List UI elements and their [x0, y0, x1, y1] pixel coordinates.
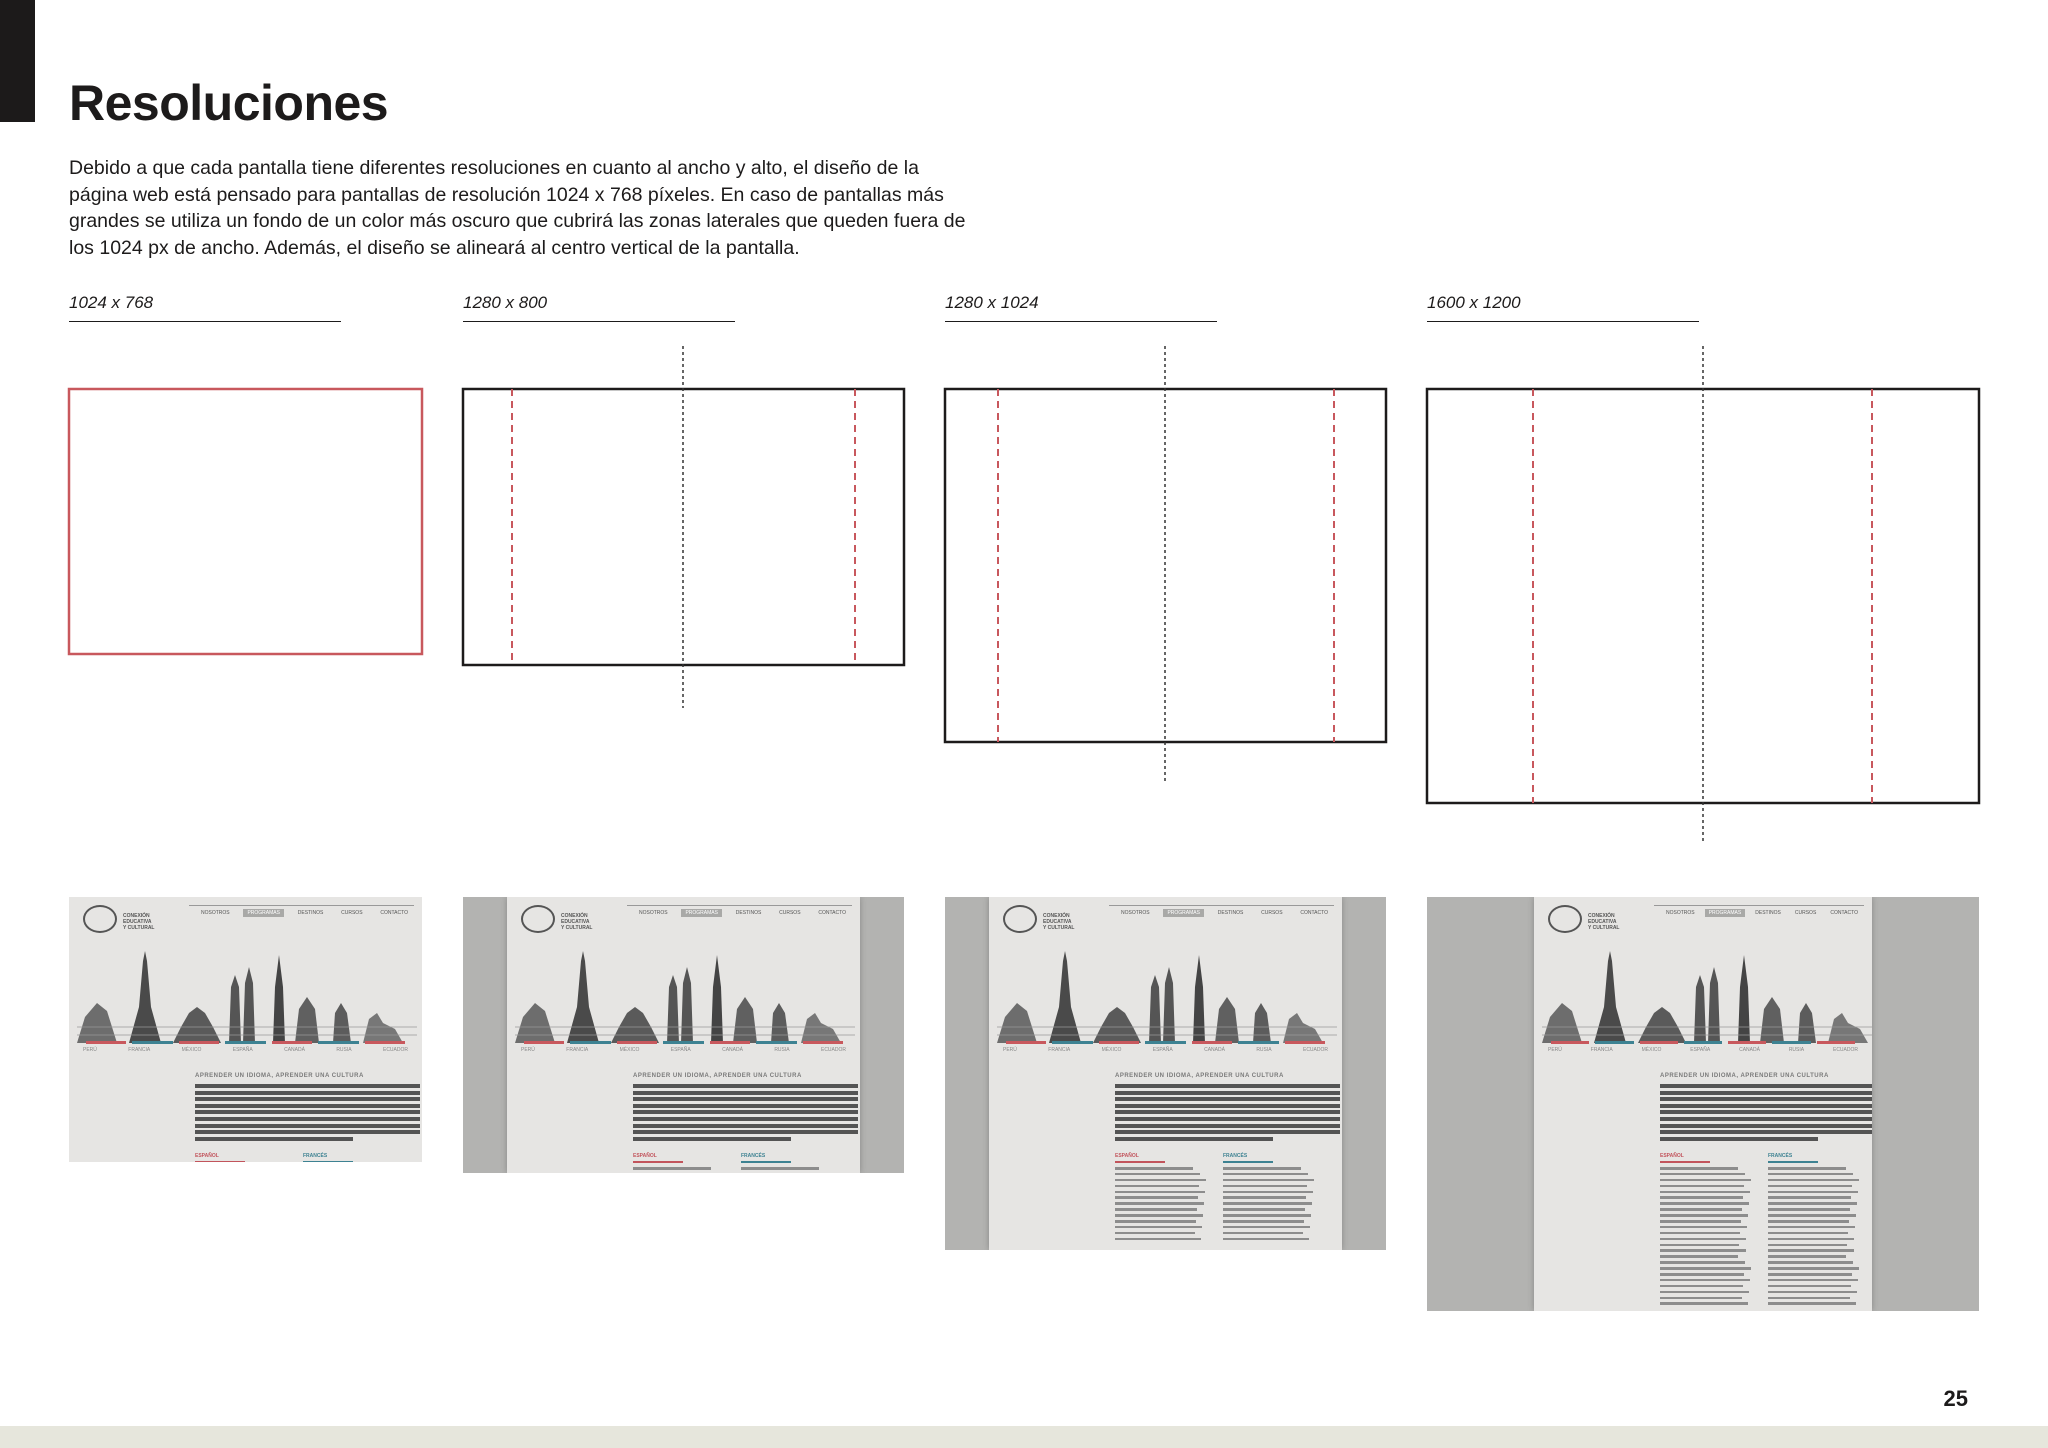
text-line [1660, 1191, 1750, 1194]
country-tab [365, 1041, 405, 1044]
country-tab [1684, 1041, 1722, 1044]
mockup-nav-item: CONTACTO [1830, 910, 1858, 916]
text-line [633, 1104, 858, 1108]
country-label: PERÚ [1548, 1047, 1562, 1053]
text-line [1768, 1173, 1853, 1176]
text-line [1115, 1137, 1273, 1141]
country-tab [1640, 1041, 1678, 1044]
country-tab [1238, 1041, 1278, 1044]
text-line [1115, 1208, 1197, 1211]
country-tab [524, 1041, 564, 1044]
logo-text-line: EDUCATIVA [123, 919, 152, 925]
text-line [1660, 1130, 1872, 1134]
logo-text [1588, 913, 1619, 931]
text-line [1660, 1267, 1751, 1270]
country-label: ESPAÑA [670, 1047, 691, 1053]
logo-text [561, 913, 592, 931]
resolution-rule [1427, 321, 1699, 322]
logo-icon [1003, 905, 1037, 933]
text-line [1660, 1117, 1872, 1121]
text-line [1115, 1196, 1198, 1199]
mockup-site-area [1534, 897, 1872, 1311]
mockup-nav-item: NOSOTROS [1121, 910, 1150, 916]
text-line [633, 1097, 858, 1101]
mockup-nav-item: CURSOS [779, 910, 801, 916]
mockup-nav-item: DESTINOS [735, 910, 762, 916]
country-tab-labels [83, 1047, 408, 1053]
logo-text [1043, 913, 1074, 931]
text-line [1660, 1214, 1748, 1217]
country-tabs [1548, 1041, 1858, 1044]
mockup-column-text [633, 1167, 725, 1173]
nav-rule [1654, 905, 1864, 906]
country-tab [1052, 1041, 1092, 1044]
logo-text [123, 913, 154, 931]
mockup-column-heading: ESPAÑOL [1115, 1153, 1139, 1159]
mockup-column-text [1768, 1167, 1860, 1308]
logo-text-line: EDUCATIVA [561, 919, 590, 925]
text-line [1768, 1255, 1846, 1258]
mockup-column-heading: ESPAÑOL [633, 1153, 657, 1159]
website-mockup-1280x1024 [945, 897, 1386, 1250]
country-tab [1006, 1041, 1046, 1044]
text-line [1115, 1130, 1340, 1134]
text-line [195, 1097, 420, 1101]
mockup-nav-item: CONTACTO [380, 910, 408, 916]
country-label: PERÚ [521, 1047, 535, 1053]
intro-line-3: grandes se utiliza un fondo de un color más oscuro que cubrirá las zonas laterales que queden fuera de [69, 210, 966, 233]
mockup-nav-item: PROGRAMAS [1163, 909, 1204, 917]
logo-icon [521, 905, 555, 933]
logo-text-line: Y CULTURAL [123, 925, 155, 931]
nav-rule [627, 905, 852, 906]
text-line [1660, 1297, 1742, 1300]
text-line [1115, 1226, 1202, 1229]
mockup-nav-item: DESTINOS [1217, 910, 1244, 916]
text-line [1660, 1167, 1738, 1170]
text-line [1223, 1238, 1309, 1241]
text-line [1115, 1214, 1203, 1217]
country-tab-labels [1003, 1047, 1328, 1053]
country-tab [1817, 1041, 1855, 1044]
screen-outline-1600x1200 [1427, 389, 1979, 803]
text-line [1660, 1279, 1750, 1282]
text-line [1115, 1185, 1199, 1188]
resolution-rule [463, 321, 735, 322]
text-line [195, 1117, 420, 1121]
mockup-site-area [69, 897, 422, 1162]
country-tab [1551, 1041, 1589, 1044]
text-line [1115, 1110, 1340, 1114]
text-line [1768, 1238, 1854, 1241]
text-line [1115, 1124, 1340, 1128]
mockup-site-area [507, 897, 860, 1173]
country-label: ECUADOR [1302, 1047, 1328, 1053]
text-line [1768, 1191, 1858, 1194]
skyline-illustration [77, 947, 417, 1047]
country-label: PERÚ [1003, 1047, 1017, 1053]
text-line [1223, 1196, 1306, 1199]
corner-tab [0, 0, 35, 122]
logo-text-line: EDUCATIVA [1588, 919, 1617, 925]
country-tab [617, 1041, 657, 1044]
mockup-body-text [195, 1084, 420, 1143]
text-line [1768, 1285, 1851, 1288]
text-line [1660, 1255, 1738, 1258]
mockup-nav-item: PROGRAMAS [681, 909, 722, 917]
text-line [1660, 1137, 1818, 1141]
text-line [1660, 1185, 1744, 1188]
text-line [1768, 1167, 1846, 1170]
text-line [1223, 1220, 1304, 1223]
country-tab [1595, 1041, 1633, 1044]
country-label: RUSIA [1788, 1047, 1805, 1053]
text-line [1660, 1291, 1749, 1294]
text-line [1768, 1214, 1856, 1217]
text-line [1660, 1091, 1872, 1095]
country-label: RUSIA [336, 1047, 352, 1053]
text-line [633, 1084, 858, 1088]
website-mockup-1024x768 [69, 897, 422, 1162]
text-line [1660, 1097, 1872, 1101]
country-tabs [83, 1041, 408, 1044]
text-line [1768, 1208, 1850, 1211]
text-line [1660, 1110, 1872, 1114]
intro-paragraph [69, 155, 969, 262]
mockup-column-heading: FRANCÉS [1223, 1153, 1248, 1159]
text-line [1115, 1179, 1206, 1182]
mockup-column-heading: FRANCÉS [303, 1153, 328, 1159]
text-line [633, 1091, 858, 1095]
mockup-nav-item: PROGRAMAS [243, 909, 284, 917]
mockup-nav [197, 909, 412, 917]
logo-text-line: Y CULTURAL [1043, 925, 1075, 931]
text-line [1115, 1084, 1340, 1088]
country-tabs [521, 1041, 846, 1044]
mockup-body-text [1115, 1084, 1340, 1143]
mockup-heading: APRENDER UN IDIOMA, APRENDER UNA CULTURA [1660, 1073, 1829, 1079]
resolution-label-1280x800: 1280 x 800 [463, 293, 548, 312]
logo-text-line: Y CULTURAL [1588, 925, 1620, 931]
page-title: Resoluciones [69, 75, 389, 131]
text-line [1768, 1291, 1857, 1294]
text-line [1223, 1185, 1307, 1188]
country-tab-labels [521, 1047, 846, 1053]
mockup-nav-item: CURSOS [1261, 910, 1283, 916]
text-line [195, 1130, 420, 1134]
skyline-illustration [515, 947, 855, 1047]
text-line [1768, 1196, 1851, 1199]
logo-text-line: CONEXIÓN [561, 913, 588, 919]
country-tab [803, 1041, 843, 1044]
text-line [633, 1130, 858, 1134]
country-label: ECUADOR [382, 1047, 408, 1053]
country-tab [86, 1041, 126, 1044]
text-line [1768, 1302, 1856, 1305]
nav-rule [1109, 905, 1334, 906]
mockup-column-text [1115, 1167, 1207, 1244]
screen-outline-1024x768 [69, 389, 422, 654]
text-line [1768, 1202, 1857, 1205]
website-mockup-1600x1200 [1427, 897, 1979, 1311]
mockup-heading: APRENDER UN IDIOMA, APRENDER UNA CULTURA [195, 1073, 364, 1079]
mockup-column-heading: ESPAÑOL [195, 1153, 219, 1159]
text-line [1660, 1232, 1740, 1235]
text-line [1660, 1226, 1747, 1229]
resolution-label-1600x1200: 1600 x 1200 [1427, 293, 1521, 312]
text-line [1223, 1173, 1308, 1176]
text-line [1660, 1179, 1751, 1182]
text-line [1115, 1104, 1340, 1108]
screen-outline-1280x1024 [945, 389, 1386, 742]
mockup-nav-item: NOSOTROS [639, 910, 668, 916]
text-line [1115, 1091, 1340, 1095]
country-label: RUSIA [774, 1047, 790, 1053]
country-tab [1772, 1041, 1810, 1044]
skyline-illustration [1542, 947, 1872, 1047]
text-line [1660, 1261, 1745, 1264]
mockup-heading: APRENDER UN IDIOMA, APRENDER UNA CULTURA [1115, 1073, 1284, 1079]
text-line [1768, 1261, 1853, 1264]
mockup-nav-item: DESTINOS [297, 910, 324, 916]
text-line [633, 1117, 858, 1121]
logo-text-line: CONEXIÓN [1588, 913, 1615, 919]
resolution-label-1024x768: 1024 x 768 [69, 293, 154, 312]
country-tab [225, 1041, 265, 1044]
logo-text-line: EDUCATIVA [1043, 919, 1072, 925]
country-tab [272, 1041, 312, 1044]
text-line [1660, 1124, 1872, 1128]
country-label: FRANCIA [566, 1047, 589, 1053]
logo-icon [1548, 905, 1582, 933]
mockup-body-text [1660, 1084, 1872, 1143]
text-line [1223, 1226, 1310, 1229]
country-tab [663, 1041, 703, 1044]
country-label: PERÚ [83, 1047, 97, 1053]
country-label: MÉXICO [1101, 1047, 1122, 1053]
country-tab [132, 1041, 172, 1044]
country-label: FRANCIA [128, 1047, 151, 1053]
mockup-site-area [989, 897, 1342, 1250]
text-line [1660, 1302, 1748, 1305]
country-tab [570, 1041, 610, 1044]
country-label: FRANCIA [1048, 1047, 1071, 1053]
text-line [1660, 1208, 1742, 1211]
text-line [1768, 1249, 1854, 1252]
country-tab [1192, 1041, 1232, 1044]
text-line [1115, 1220, 1196, 1223]
mockup-nav-item: DESTINOS [1755, 910, 1781, 916]
website-mockup-1280x800 [463, 897, 904, 1173]
text-line [633, 1137, 791, 1141]
country-label: MÉXICO [181, 1047, 202, 1053]
text-line [195, 1110, 420, 1114]
text-line [1660, 1173, 1745, 1176]
text-line [195, 1091, 420, 1095]
text-line [1768, 1297, 1850, 1300]
mockup-nav-item: CONTACTO [818, 910, 846, 916]
country-label: MÉXICO [619, 1047, 640, 1053]
country-label: FRANCIA [1590, 1047, 1613, 1053]
mockup-body-text [633, 1084, 858, 1143]
mockup-column-heading: ESPAÑOL [1660, 1153, 1684, 1159]
country-label: CANADÁ [722, 1047, 743, 1053]
text-line [1768, 1226, 1855, 1229]
text-line [1660, 1238, 1746, 1241]
text-line [1660, 1202, 1749, 1205]
text-line [195, 1104, 420, 1108]
logo-icon [83, 905, 117, 933]
text-line [1768, 1220, 1849, 1223]
country-label: CANADÁ [1739, 1047, 1760, 1053]
country-tab [1145, 1041, 1185, 1044]
text-line [1660, 1196, 1743, 1199]
country-label: RUSIA [1256, 1047, 1272, 1053]
resolution-rule [69, 321, 341, 322]
text-line [1660, 1104, 1872, 1108]
mockup-nav-item: CURSOS [1794, 910, 1817, 916]
text-line [195, 1084, 420, 1088]
mockup-nav-item: PROGRAMAS [1705, 909, 1746, 917]
text-line [1768, 1279, 1858, 1282]
mockup-nav-item: NOSOTROS [201, 910, 230, 916]
text-line [1115, 1173, 1200, 1176]
text-line [1115, 1167, 1193, 1170]
text-line [1768, 1273, 1852, 1276]
country-label: MÉXICO [1641, 1047, 1662, 1053]
text-line [195, 1137, 353, 1141]
text-line [1768, 1179, 1859, 1182]
text-line [1660, 1244, 1739, 1247]
text-line [1223, 1202, 1312, 1205]
screen-outline-1280x800 [463, 389, 904, 665]
page-number: 25 [1943, 1386, 1968, 1411]
country-tab [179, 1041, 219, 1044]
text-line [741, 1167, 819, 1170]
text-line [1115, 1232, 1195, 1235]
country-tab [1099, 1041, 1139, 1044]
mockup-nav-item: NOSOTROS [1666, 910, 1695, 916]
logo-text-line: CONEXIÓN [1043, 913, 1070, 919]
text-line [1660, 1249, 1746, 1252]
country-tab [1285, 1041, 1325, 1044]
resolution-label-1280x1024: 1280 x 1024 [945, 293, 1039, 312]
nav-rule [189, 905, 414, 906]
text-line [1223, 1232, 1303, 1235]
country-tabs [1003, 1041, 1328, 1044]
text-line [1768, 1185, 1852, 1188]
country-label: CANADÁ [284, 1047, 305, 1053]
text-line [1115, 1097, 1340, 1101]
country-tab [1728, 1041, 1766, 1044]
logo-text-line: CONEXIÓN [123, 913, 150, 919]
country-label: ESPAÑA [1690, 1047, 1711, 1053]
text-line [1223, 1167, 1301, 1170]
text-line [633, 1110, 858, 1114]
intro-line-1: Debido a que cada pantalla tiene diferentes resoluciones en cuanto al ancho y alto, el diseño de la [69, 157, 919, 179]
text-line [1223, 1214, 1311, 1217]
mockup-column-heading: FRANCÉS [1768, 1153, 1793, 1159]
country-label: ECUADOR [1832, 1047, 1858, 1053]
text-line [1768, 1267, 1859, 1270]
country-tab [710, 1041, 750, 1044]
mockup-nav-item: CURSOS [341, 910, 363, 916]
country-tab-labels [1548, 1047, 1858, 1053]
mockup-column-text [1223, 1167, 1315, 1244]
country-label: ESPAÑA [1152, 1047, 1173, 1053]
text-line [1115, 1117, 1340, 1121]
text-line [1115, 1191, 1205, 1194]
text-line [1223, 1191, 1313, 1194]
resolution-rule [945, 321, 1217, 322]
country-label: CANADÁ [1204, 1047, 1225, 1053]
mockup-heading: APRENDER UN IDIOMA, APRENDER UNA CULTURA [633, 1073, 802, 1079]
country-tab [756, 1041, 796, 1044]
text-line [1768, 1244, 1847, 1247]
intro-line-4: los 1024 px de ancho. Además, el diseño se alineará al centro vertical de la pantalla. [69, 237, 800, 260]
text-line [1223, 1208, 1305, 1211]
country-tab [318, 1041, 358, 1044]
text-line [1768, 1232, 1848, 1235]
text-line [1115, 1238, 1201, 1241]
skyline-illustration [997, 947, 1337, 1047]
intro-line-2: página web está pensado para pantallas de resolución 1024 x 768 píxeles. En caso de pantallas más [69, 183, 944, 206]
mockup-column-text [741, 1167, 833, 1173]
mockup-column-heading: FRANCÉS [741, 1153, 766, 1159]
text-line [1660, 1285, 1743, 1288]
text-line [1660, 1084, 1872, 1088]
country-label: ECUADOR [820, 1047, 846, 1053]
text-line [633, 1167, 711, 1170]
mockup-nav-item: CONTACTO [1300, 910, 1328, 916]
text-line [1660, 1273, 1744, 1276]
text-line [633, 1124, 858, 1128]
mockup-nav [1117, 909, 1332, 917]
mockup-column-text [1660, 1167, 1752, 1308]
text-line [1223, 1179, 1314, 1182]
text-line [1660, 1220, 1741, 1223]
logo-text-line: Y CULTURAL [561, 925, 593, 931]
text-line [195, 1124, 420, 1128]
mockup-nav [635, 909, 850, 917]
text-line [1115, 1202, 1204, 1205]
mockup-nav [1662, 909, 1862, 917]
country-label: ESPAÑA [232, 1047, 253, 1053]
footer-band [0, 1426, 2048, 1448]
